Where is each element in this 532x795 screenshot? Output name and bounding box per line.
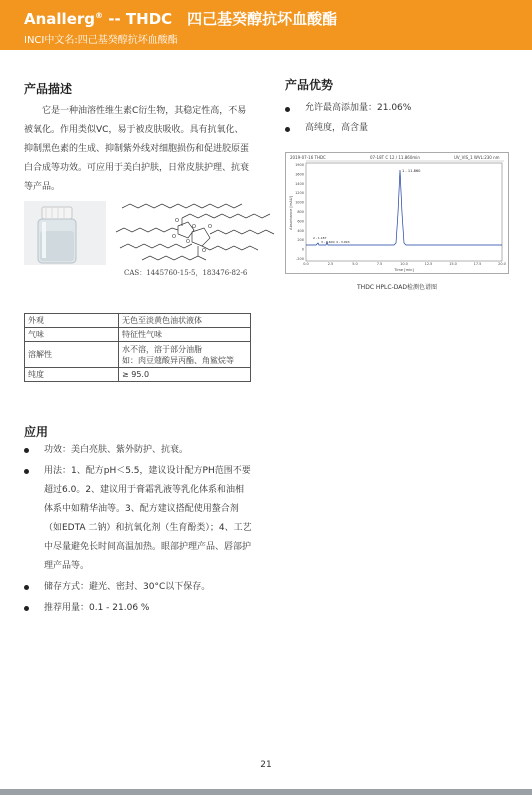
- minor-peak-label: 2 - 1.187: [313, 236, 327, 240]
- footer-bar: [0, 789, 532, 795]
- svg-text:O: O: [202, 248, 206, 254]
- list-item: 功效：美白亮肤、紫外防护、抗衰。: [44, 445, 189, 455]
- inci-name: INCI中文名:四己基癸醇抗坏血酸酯: [24, 35, 178, 46]
- list-item: 高纯度，高含量: [305, 123, 369, 133]
- bullet-dot: [24, 585, 29, 590]
- y-tick-label: 1000: [295, 200, 304, 205]
- chrom-header-mid: 07-18T C 12 / 11.860min: [370, 155, 420, 160]
- page-header: [0, 0, 532, 50]
- x-tick-label: 15.0: [449, 262, 457, 266]
- y-axis-label: Absorbance [mAU]: [289, 196, 293, 230]
- x-tick-label: 2.5: [327, 262, 334, 266]
- property-value: 无色至淡黄色油状液体: [119, 314, 251, 328]
- minor-peak-label: 3 - 3.600: [321, 240, 335, 244]
- minor-peak-label: 4 - 3.093: [336, 240, 350, 244]
- y-tick-label: 600: [297, 219, 304, 224]
- property-value: 水不溶，溶于部分油脂 如：肉豆蔻酸异丙酯、角鲨烷等: [119, 342, 251, 368]
- chrom-header-left: 2019-07-16 THDC: [290, 155, 326, 160]
- product-title: [24, 8, 337, 29]
- svg-text:O: O: [208, 224, 212, 230]
- list-item: 推荐用量：0.1 - 21.06 %: [44, 603, 150, 613]
- description-heading: 产品描述: [24, 82, 73, 96]
- cas-number: CAS：1445760-15-5，183476-82-6: [124, 269, 248, 277]
- y-tick-label: 0: [301, 247, 304, 252]
- chrom-header-right: UV_VIS_1 WVL:230 nm: [454, 155, 500, 160]
- y-tick-label: 200: [297, 238, 304, 243]
- list-item: 允许最高添加量：21.06%: [305, 103, 412, 113]
- y-tick-label: 1400: [295, 181, 304, 186]
- bullet-dot: [24, 448, 29, 453]
- y-tick-label: 1200: [295, 191, 304, 196]
- y-tick-label: 1600: [295, 172, 304, 177]
- x-tick-label: 0.0: [303, 262, 309, 266]
- properties-table: [24, 313, 251, 382]
- bullet-dot: [285, 127, 290, 132]
- chromatogram-trace: [306, 170, 502, 245]
- plot-frame: [306, 163, 502, 261]
- hplc-chromatogram: [285, 152, 509, 274]
- registered-mark: ®: [95, 11, 104, 20]
- x-axis-label: Time [min]: [394, 268, 414, 272]
- application-heading: 应用: [24, 425, 49, 439]
- x-tick-label: 10.0: [400, 262, 408, 266]
- property-label: 气味: [25, 328, 119, 342]
- description-text: 它是一种油溶性维生素C衍生物，其稳定性高，不易被氧化。作用类似VC，易于被皮肤吸收。具有抗氧化、抑制黑色素的生成、抑制紫外线对细胞损伤和促进胶原蛋白合成等功效。可应用于美白护肤，日常皮肤护理、抗衰等产品。: [24, 106, 250, 192]
- x-tick-label: 17.5: [473, 262, 482, 266]
- property-row: [25, 368, 251, 382]
- svg-text:O: O: [192, 224, 196, 230]
- property-row: [25, 328, 251, 342]
- advantages-heading: 产品优势: [285, 78, 334, 92]
- x-tick-label: 7.5: [376, 262, 383, 266]
- property-row: [25, 342, 251, 368]
- title-rest: -- THDC 四己基癸醇抗坏血酸酯: [103, 10, 338, 28]
- molecular-structure: [112, 198, 282, 268]
- bullet-dot: [24, 469, 29, 474]
- product-bottle-image: [24, 201, 106, 265]
- chromatogram-caption: THDC HPLC-DAD检测色谱图: [357, 284, 437, 291]
- svg-text:O: O: [172, 234, 176, 240]
- x-tick-label: 20.0: [498, 262, 506, 266]
- y-tick-label: 400: [297, 228, 304, 233]
- property-value: ≥ 95.0: [119, 368, 251, 382]
- property-label: 外观: [25, 314, 119, 328]
- bullet-dot: [285, 107, 290, 112]
- svg-text:O: O: [186, 239, 190, 245]
- y-tick-label: 1900: [295, 163, 304, 167]
- property-label: 纯度: [25, 368, 119, 382]
- main-peak-label: 1 - 11.860: [402, 169, 421, 173]
- property-row: [25, 314, 251, 328]
- x-tick-label: 5.0: [352, 262, 358, 266]
- property-value: 特征性气味: [119, 328, 251, 342]
- bullet-dot: [24, 606, 29, 611]
- brand-name: Anallerg: [24, 10, 96, 28]
- list-item: 储存方式：避光、密封、30°C以下保存。: [44, 582, 211, 592]
- x-tick-label: 12.5: [424, 262, 433, 266]
- list-item: 用法：1、配方pH＜5.5，建议设计配方PH范围不要超过6.0。2、建议用于膏霜乳液等乳化体系和油相体系中如精华油等。3、配方建议搭配使用螯合剂（如EDTA 二钠）和抗氧化剂（生育酚类）；4、工艺中尽量避免长时间高温加热。眼部护理产品、唇部护理产品等。: [44, 466, 252, 571]
- page-number: 21: [260, 760, 272, 770]
- svg-text:O: O: [175, 218, 179, 224]
- property-label: 溶解性: [25, 342, 119, 368]
- y-tick-label: -200: [296, 257, 304, 261]
- y-tick-label: 800: [297, 210, 304, 214]
